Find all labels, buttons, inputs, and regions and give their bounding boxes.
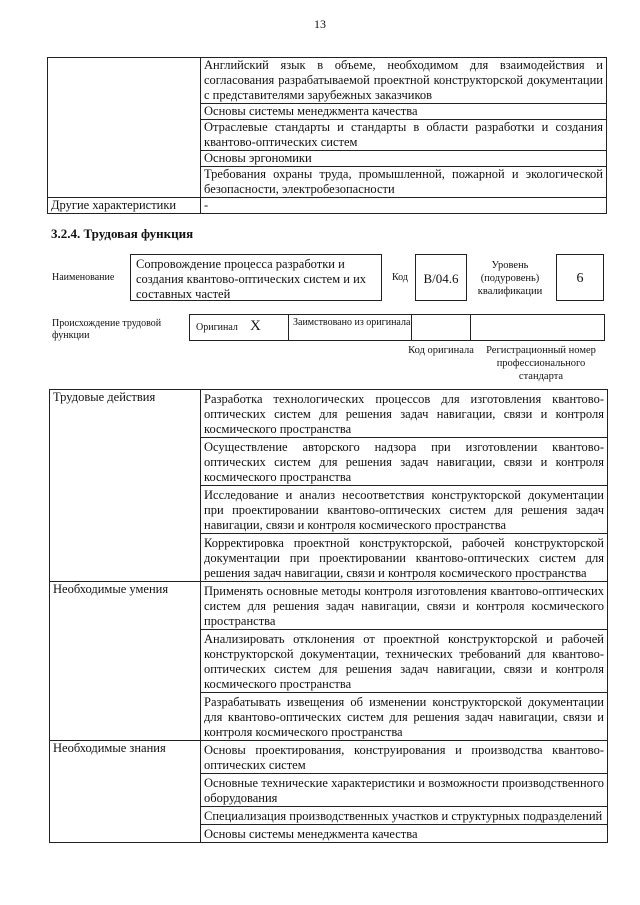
function-name-box: Сопровождение процесса разработки и создания квантово-оптических систем и их составных частей [130, 254, 382, 301]
knowledge-item: Основные технические характеристики и возможности производственного оборудования [201, 774, 608, 807]
knowledge-item: Основы проектирования, конструирования и производства квантово-оптических систем [201, 741, 608, 774]
empty-label-cell [48, 58, 201, 198]
knowledge-item: Основы системы менеджмента качества [201, 104, 607, 120]
knowledge-item: Английский язык в объеме, необходимом для взаимодействия и согласования разрабатываемой проектной конструкторской документации с представителями зарубежных заказчиков [201, 58, 607, 104]
labor-action-item: Разработка технологических процессов для изготовления квантово-оптических систем для решения задач навигации, связи и контроля космического пространства [201, 390, 608, 438]
borrowed-label: Заимствовано из оригинала [293, 317, 411, 328]
code-label: Код [392, 272, 408, 283]
labor-action-item: Исследование и анализ несоответствия конструкторской документации при проектировании квантово-оптических систем для решения задач навигации, связи и контроля космического пространства [201, 486, 608, 534]
original-label: Оригинал [196, 322, 238, 333]
labor-action-item: Осуществление авторского надзора при изготовлении квантово-оптических систем для решения задач навигации, связи и контроля космического пространства [201, 438, 608, 486]
code-original-caption: Код оригинала [408, 345, 474, 356]
required-skills-label: Необходимые умения [50, 582, 201, 630]
function-code-box: B/04.6 [415, 254, 467, 301]
knowledge-item: Основы эргономики [201, 151, 607, 167]
skill-item: Применять основные методы контроля изготовления квантово-оптических систем для решения задач навигации, связи и контроля космического пространства [201, 582, 608, 630]
knowledge-item: Основы системы менеджмента качества [201, 825, 608, 843]
reg-number-cell [470, 314, 605, 341]
origin-row [189, 314, 605, 341]
skill-item: Разрабатывать извещения об изменении конструкторской документации для квантово-оптических систем для решения задач навигации, связи и контроля космического пространства [201, 693, 608, 741]
original-cell [189, 314, 289, 341]
section-title: 3.2.4. Трудовая функция [51, 226, 194, 241]
knowledge-item: Специализация производственных участков и структурных подразделений [201, 807, 608, 825]
skill-item: Анализировать отклонения от проектной конструкторской и рабочей конструкторской документации, технических требований для квантово-оптических систем для решения задач навигации, связи и контроля космического пространства [201, 630, 608, 693]
knowledge-item: Требования охраны труда, промышленной, пожарной и экологической безопасности, электробезопасности [201, 167, 607, 198]
reg-number-caption: Регистрационный номер профессионального стандарта [486, 345, 596, 382]
required-knowledge-label: Необходимые знания [50, 741, 201, 774]
borrowed-cell [288, 314, 412, 341]
knowledge-table-continued [47, 57, 607, 214]
code-original-cell [411, 314, 471, 341]
knowledge-item: Отраслевые стандарты и стандарты в области разработки и создания квантово-оптических систем [201, 120, 607, 151]
other-characteristics-value: - [201, 198, 607, 214]
labor-action-item: Корректировка проектной конструкторской, рабочей конструкторской документации при проектировании квантово-оптических систем для решения задач навигации, связи и контроля космического пространства [201, 534, 608, 582]
level-value-box: 6 [556, 254, 604, 301]
other-characteristics-label: Другие характеристики [48, 198, 201, 214]
name-label: Наименование [52, 272, 115, 283]
function-details-table [49, 389, 608, 843]
original-mark: X [250, 318, 261, 334]
level-label: Уровень (подуровень) квалификации [477, 260, 543, 297]
origin-label: Происхождение трудовой функции [52, 318, 162, 341]
labor-actions-label: Трудовые действия [50, 390, 201, 438]
page-number: 13 [314, 17, 326, 31]
